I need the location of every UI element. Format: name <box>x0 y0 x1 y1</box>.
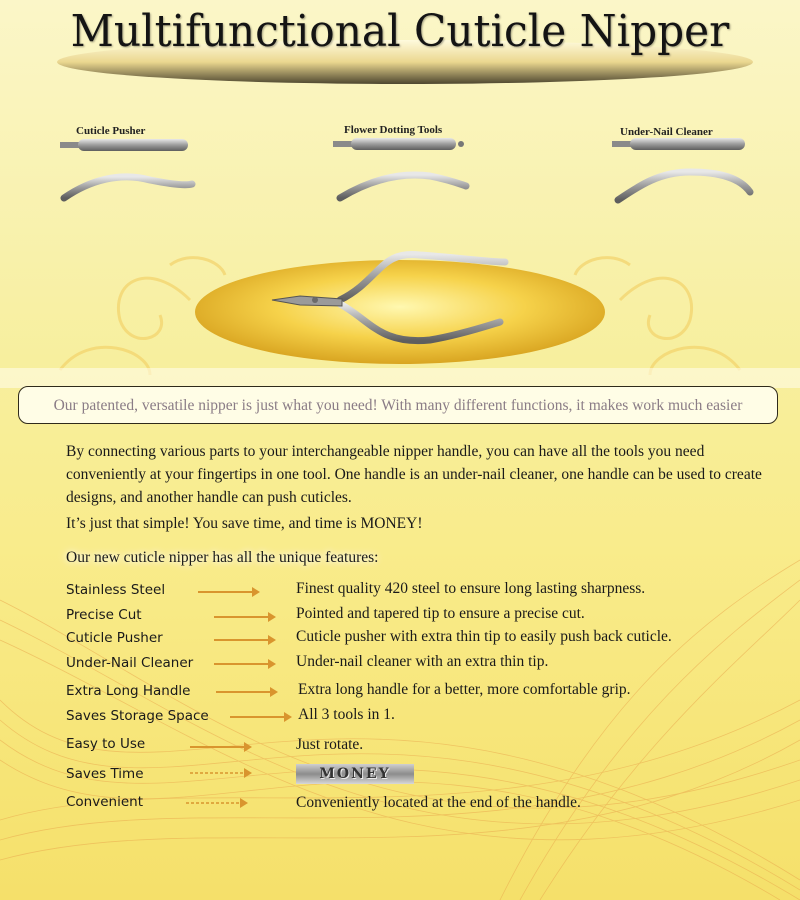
gold-disc <box>195 260 605 364</box>
feature-name: Under-Nail Cleaner <box>66 655 194 671</box>
feature-description: Pointed and tapered tip to ensure a precise cut. <box>296 605 585 622</box>
tool-label-flower-dotting-tools: Flower Dotting Tools <box>344 124 443 136</box>
feature-name: Extra Long Handle <box>66 683 191 699</box>
right-arrow-icon <box>186 796 248 810</box>
tool-label-under-nail-cleaner: Under-Nail Cleaner <box>620 126 713 138</box>
page-title: Multifunctional Cuticle Nipper <box>70 6 730 57</box>
feature-name: Saves Time <box>66 766 144 782</box>
feature-name: Cuticle Pusher <box>66 630 163 646</box>
feature-description: Just rotate. <box>296 736 364 753</box>
right-arrow-icon <box>190 766 252 780</box>
feature-name: Stainless Steel <box>66 582 166 598</box>
right-arrow-icon <box>214 657 276 671</box>
feature-description: Finest quality 420 steel to ensure long lasting sharpness. <box>296 580 646 597</box>
feature-description: Under-nail cleaner with an extra thin tip. <box>296 653 549 670</box>
under-nail-cleaner-illustration <box>612 138 750 200</box>
right-arrow-icon <box>190 740 252 754</box>
feature-name: Easy to Use <box>66 736 146 752</box>
feature-description: Extra long handle for a better, more comfortable grip. <box>298 681 631 698</box>
features-heading: Our new cuticle nipper has all the unique features: <box>66 549 379 566</box>
right-arrow-icon <box>198 585 260 599</box>
right-arrow-icon <box>214 610 276 624</box>
feature-name: Saves Storage Space <box>66 708 209 724</box>
feature-description: Cuticle pusher with extra thin tip to easily push back cuticle. <box>296 628 672 645</box>
money-graphic-text: MONEY <box>296 764 414 784</box>
right-arrow-icon <box>214 633 276 647</box>
banner-box <box>18 386 778 424</box>
feature-name: Precise Cut <box>66 607 142 623</box>
right-arrow-icon <box>216 685 278 699</box>
flower-dotting-tool-illustration <box>333 138 466 198</box>
feature-name: Convenient <box>66 794 143 810</box>
banner-text: Our patented, versatile nipper is just what you need! With many different functions, it makes work much easier <box>53 397 743 414</box>
intro-paragraph: By connecting various parts to your interchangeable nipper handle, you can have all the tools you need conveniently at your fingertips in one tool. One handle is an under-nail cleaner, one handle can be used to create designs, and another handle can push cuticles. <box>66 443 762 506</box>
right-arrow-icon <box>230 710 292 724</box>
tool-label-cuticle-pusher: Cuticle Pusher <box>76 125 146 137</box>
simple-line: It’s just that simple! You save time, and time is MONEY! <box>66 515 423 532</box>
feature-description: All 3 tools in 1. <box>298 706 395 723</box>
feature-description: Conveniently located at the end of the handle. <box>296 794 581 811</box>
cuticle-pusher-illustration <box>60 139 192 198</box>
